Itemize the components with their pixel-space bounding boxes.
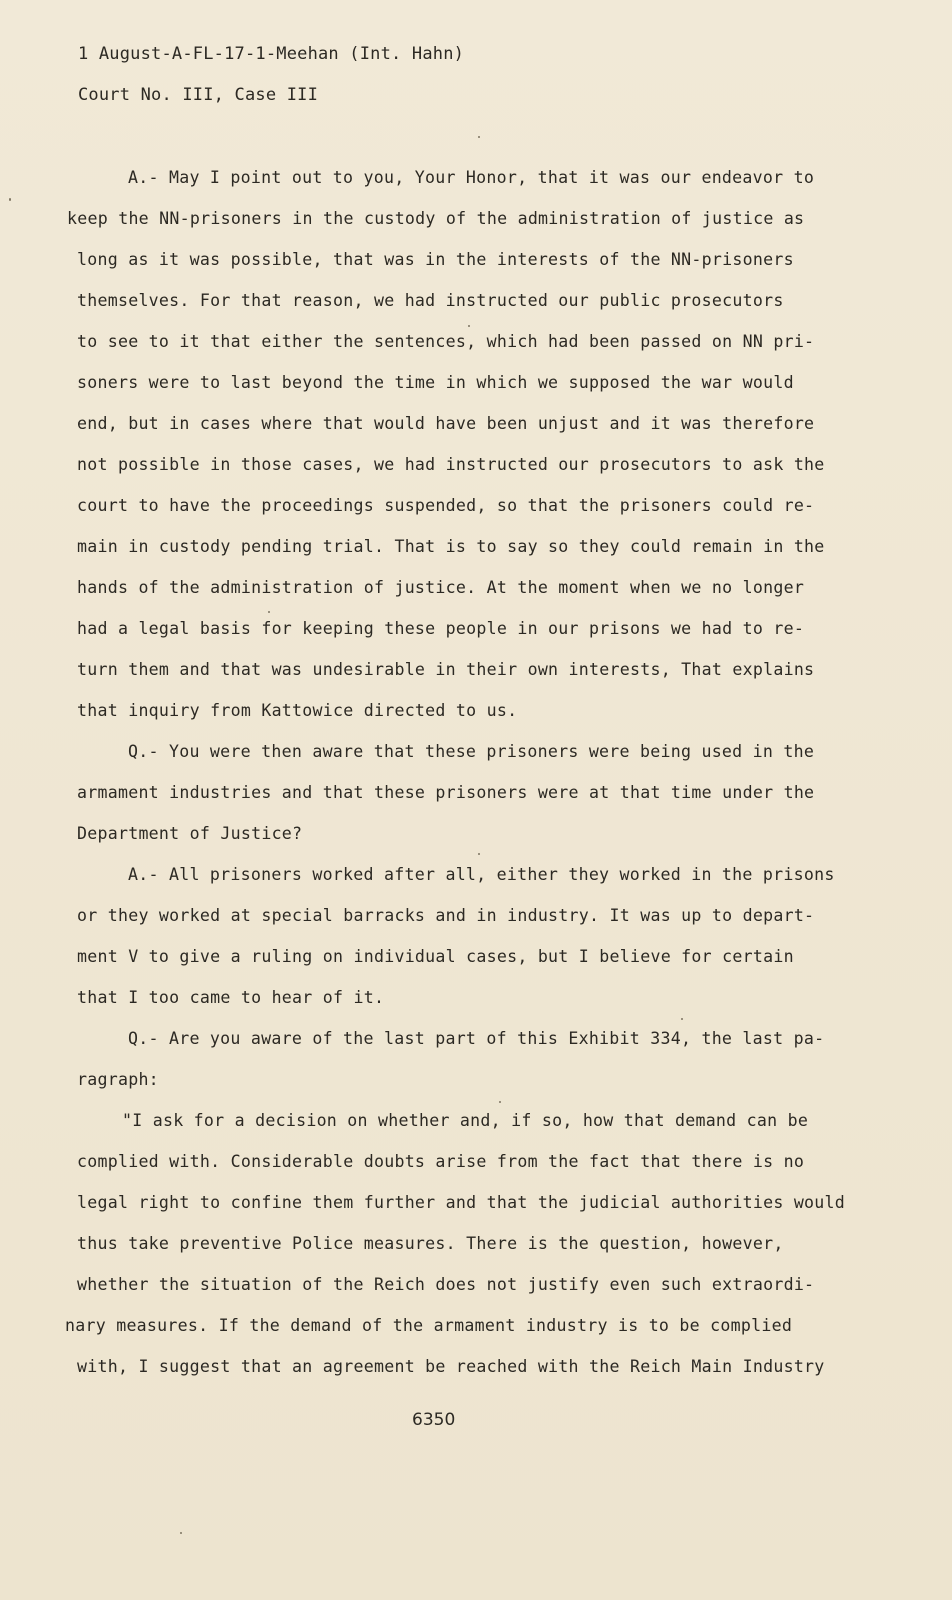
transcript-line: turn them and that was undesirable in their own interests, That explains xyxy=(77,660,815,679)
transcript-line: A.- May I point out to you, Your Honor, that it was our endeavor to xyxy=(128,168,815,187)
transcript-line: legal right to confine them further and that the judicial authorities would xyxy=(77,1193,846,1212)
transcript-line: ment V to give a ruling on individual cases, but I believe for certain xyxy=(77,947,794,966)
transcript-line: themselves. For that reason, we had instructed our public prosecutors xyxy=(77,291,784,310)
transcript-line: with, I suggest that an agreement be reached with the Reich Main Industry xyxy=(77,1357,825,1376)
transcript-line: or they worked at special barracks and in industry. It was up to depart- xyxy=(77,906,815,925)
transcript-line: whether the situation of the Reich does not justify even such extraordi- xyxy=(77,1275,815,1294)
paper-speck xyxy=(499,1101,501,1103)
transcript-line: thus take preventive Police measures. There is the question, however, xyxy=(77,1234,784,1253)
transcript-line: Q.- Are you aware of the last part of this Exhibit 334, the last pa- xyxy=(128,1029,825,1048)
transcript-line: that I too came to hear of it. xyxy=(77,988,385,1007)
transcript-line: had a legal basis for keeping these people in our prisons we had to re- xyxy=(77,619,805,638)
transcript-line: nary measures. If the demand of the armament industry is to be complied xyxy=(65,1316,793,1335)
paper-speck xyxy=(681,1018,683,1020)
transcript-line: hands of the administration of justice. At the moment when we no longer xyxy=(77,578,805,597)
paper-speck xyxy=(268,611,270,613)
page-number: 6350 xyxy=(412,1410,456,1430)
transcript-line: A.- All prisoners worked after all, either they worked in the prisons xyxy=(128,865,835,884)
transcript-line: Q.- You were then aware that these prisoners were being used in the xyxy=(128,742,815,761)
paper-speck xyxy=(468,325,470,327)
transcript-line: not possible in those cases, we had instructed our prosecutors to ask the xyxy=(77,455,825,474)
document-reference: 1 August-A-FL-17-1-Meehan (Int. Hahn) xyxy=(78,44,465,64)
transcript-line: soners were to last beyond the time in which we supposed the war would xyxy=(77,373,794,392)
transcript-line: end, but in cases where that would have been unjust and it was therefore xyxy=(77,414,815,433)
transcript-line: ragraph: xyxy=(77,1070,159,1089)
paper-speck xyxy=(9,198,11,201)
transcript-line: armament industries and that these prisoners were at that time under the xyxy=(77,783,815,802)
paper-speck xyxy=(478,853,480,855)
court-case-line: Court No. III, Case III xyxy=(78,85,319,105)
transcript-line: to see to it that either the sentences, which had been passed on NN pri- xyxy=(77,332,815,351)
transcript-line: Department of Justice? xyxy=(77,824,303,843)
transcript-line: long as it was possible, that was in the interests of the NN-prisoners xyxy=(77,250,794,269)
paper-speck xyxy=(180,1532,182,1534)
paper-speck xyxy=(478,136,480,138)
transcript-line: that inquiry from Kattowice directed to us. xyxy=(77,701,518,720)
transcript-line: keep the NN-prisoners in the custody of the administration of justice as xyxy=(67,209,805,228)
transcript-line: "I ask for a decision on whether and, if so, how that demand can be xyxy=(122,1111,809,1130)
transcript-line: court to have the proceedings suspended, so that the prisoners could re- xyxy=(77,496,815,515)
transcript-line: main in custody pending trial. That is to say so they could remain in the xyxy=(77,537,825,556)
transcript-line: complied with. Considerable doubts arise from the fact that there is no xyxy=(77,1152,805,1171)
